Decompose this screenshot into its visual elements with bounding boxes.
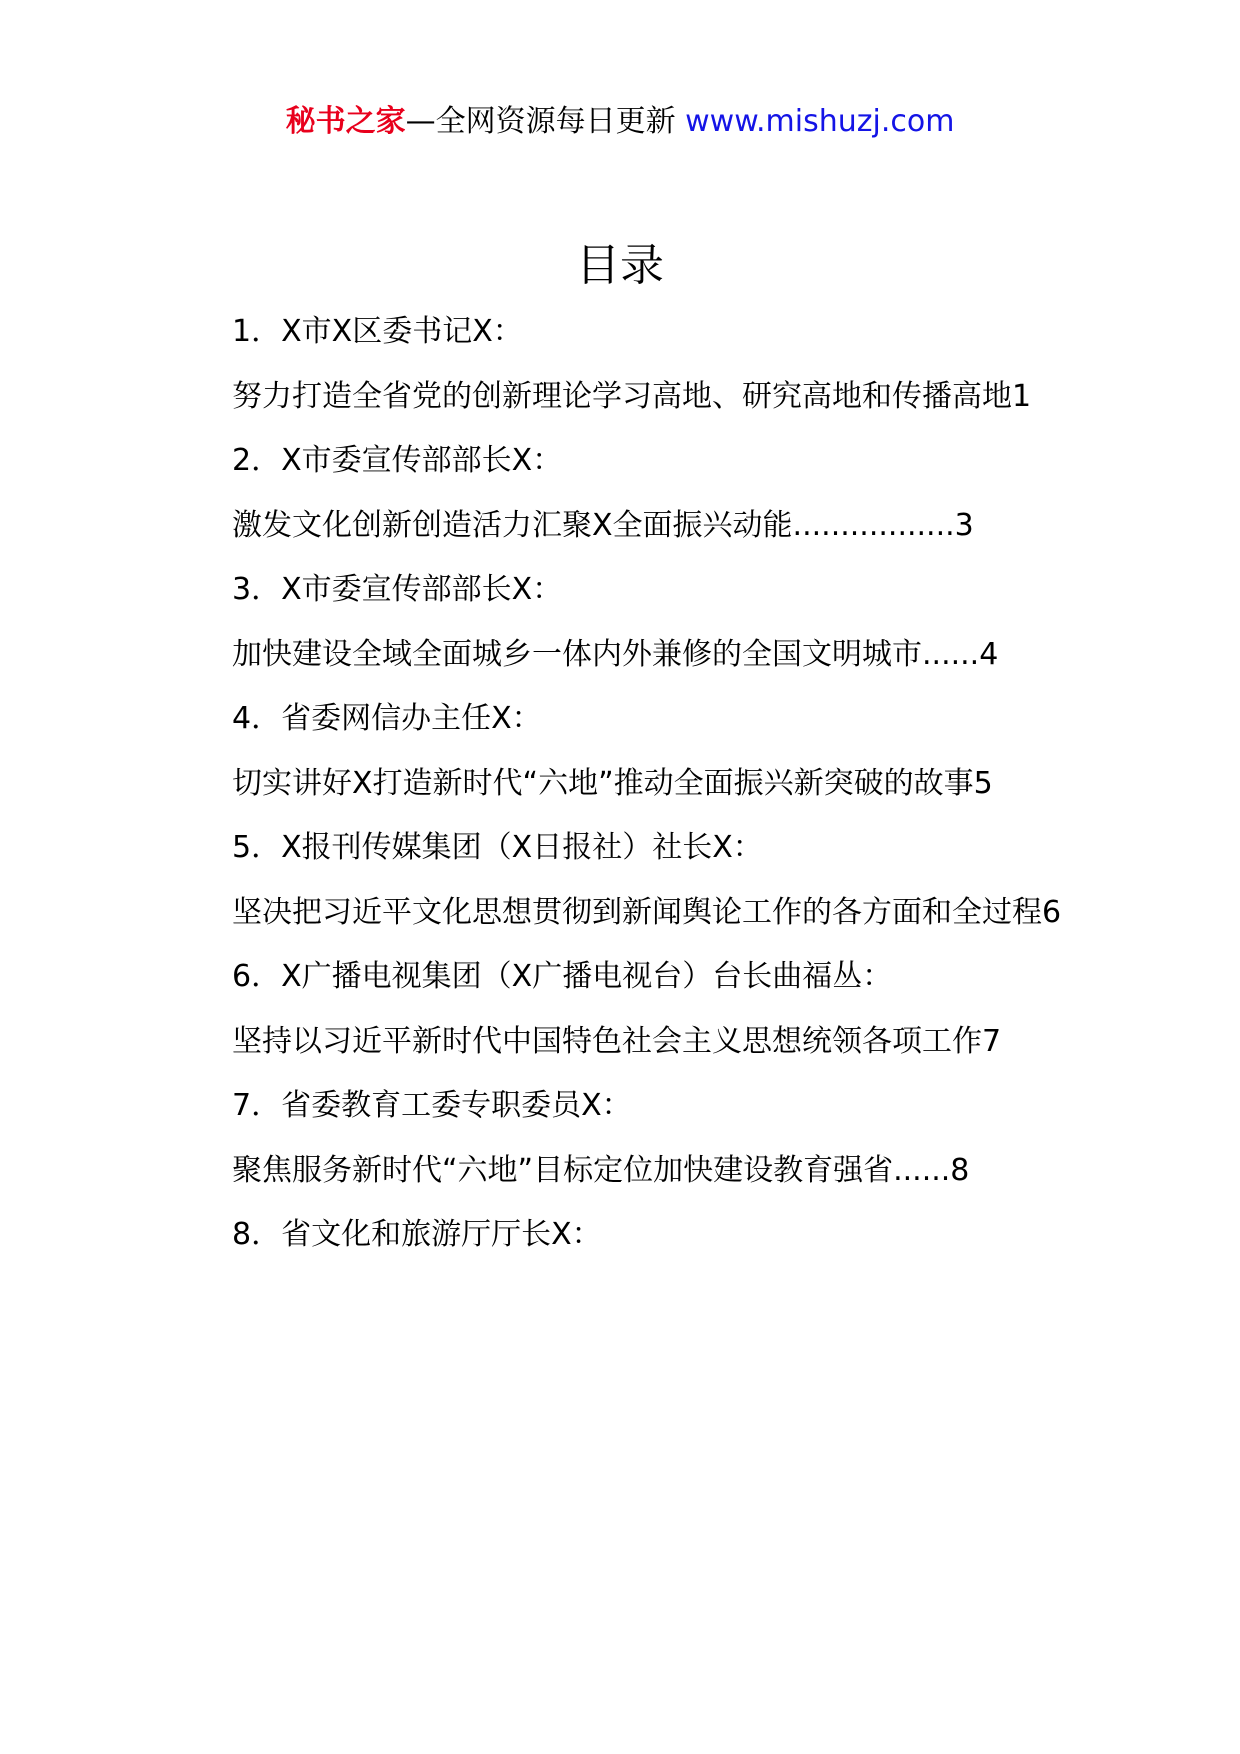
toc-entry-5-title: 坚决把习近平文化思想贯彻到新闻舆论工作的各方面和全过程6 <box>232 894 1062 930</box>
toc-entry-8-heading: 8．省文化和旅游厅厅长X： <box>232 1217 602 1252</box>
toc-entry-6-title: 坚持以习近平新时代中国特色社会主义思想统领各项工作7 <box>232 1023 1002 1059</box>
site-url-link[interactable]: www.mishuzj.com <box>685 104 955 139</box>
toc-entry-2-title: 激发文化创新创造活力汇聚X全面振兴动能.................3 <box>232 507 974 543</box>
toc-entry-1-heading: 1．X市X区委书记X： <box>232 314 523 349</box>
toc-entry-5-heading: 5．X报刊传媒集团（X日报社）社长X： <box>232 830 763 865</box>
toc-entry-2-heading: 2．X市委宣传部部长X： <box>232 443 563 478</box>
site-header <box>0 100 1240 144</box>
toc-entry-3-title: 加快建设全域全面城乡一体内外兼修的全国文明城市......4 <box>232 636 999 672</box>
toc-entry-6-heading: 6．X广播电视集团（X广播电视台）台长曲福丛： <box>232 959 893 994</box>
table-of-contents <box>164 300 1084 1268</box>
toc-entry-4-heading: 4．省委网信办主任X： <box>232 701 542 736</box>
site-brand: 秘书之家 <box>285 104 406 139</box>
toc-entry-3-heading: 3．X市委宣传部部长X： <box>232 572 563 607</box>
site-tagline: —全网资源每日更新 <box>405 104 686 139</box>
toc-entry-7-title: 聚焦服务新时代“六地”目标定位加快建设教育强省......8 <box>232 1152 970 1188</box>
page-title: 目录 <box>576 240 664 291</box>
toc-entry-1-title: 努力打造全省党的创新理论学习高地、研究高地和传播高地1 <box>232 378 1032 414</box>
toc-entry-4-title: 切实讲好X打造新时代“六地”推动全面振兴新突破的故事5 <box>232 765 993 801</box>
toc-entry-7-heading: 7．省委教育工委专职委员X： <box>232 1088 632 1123</box>
